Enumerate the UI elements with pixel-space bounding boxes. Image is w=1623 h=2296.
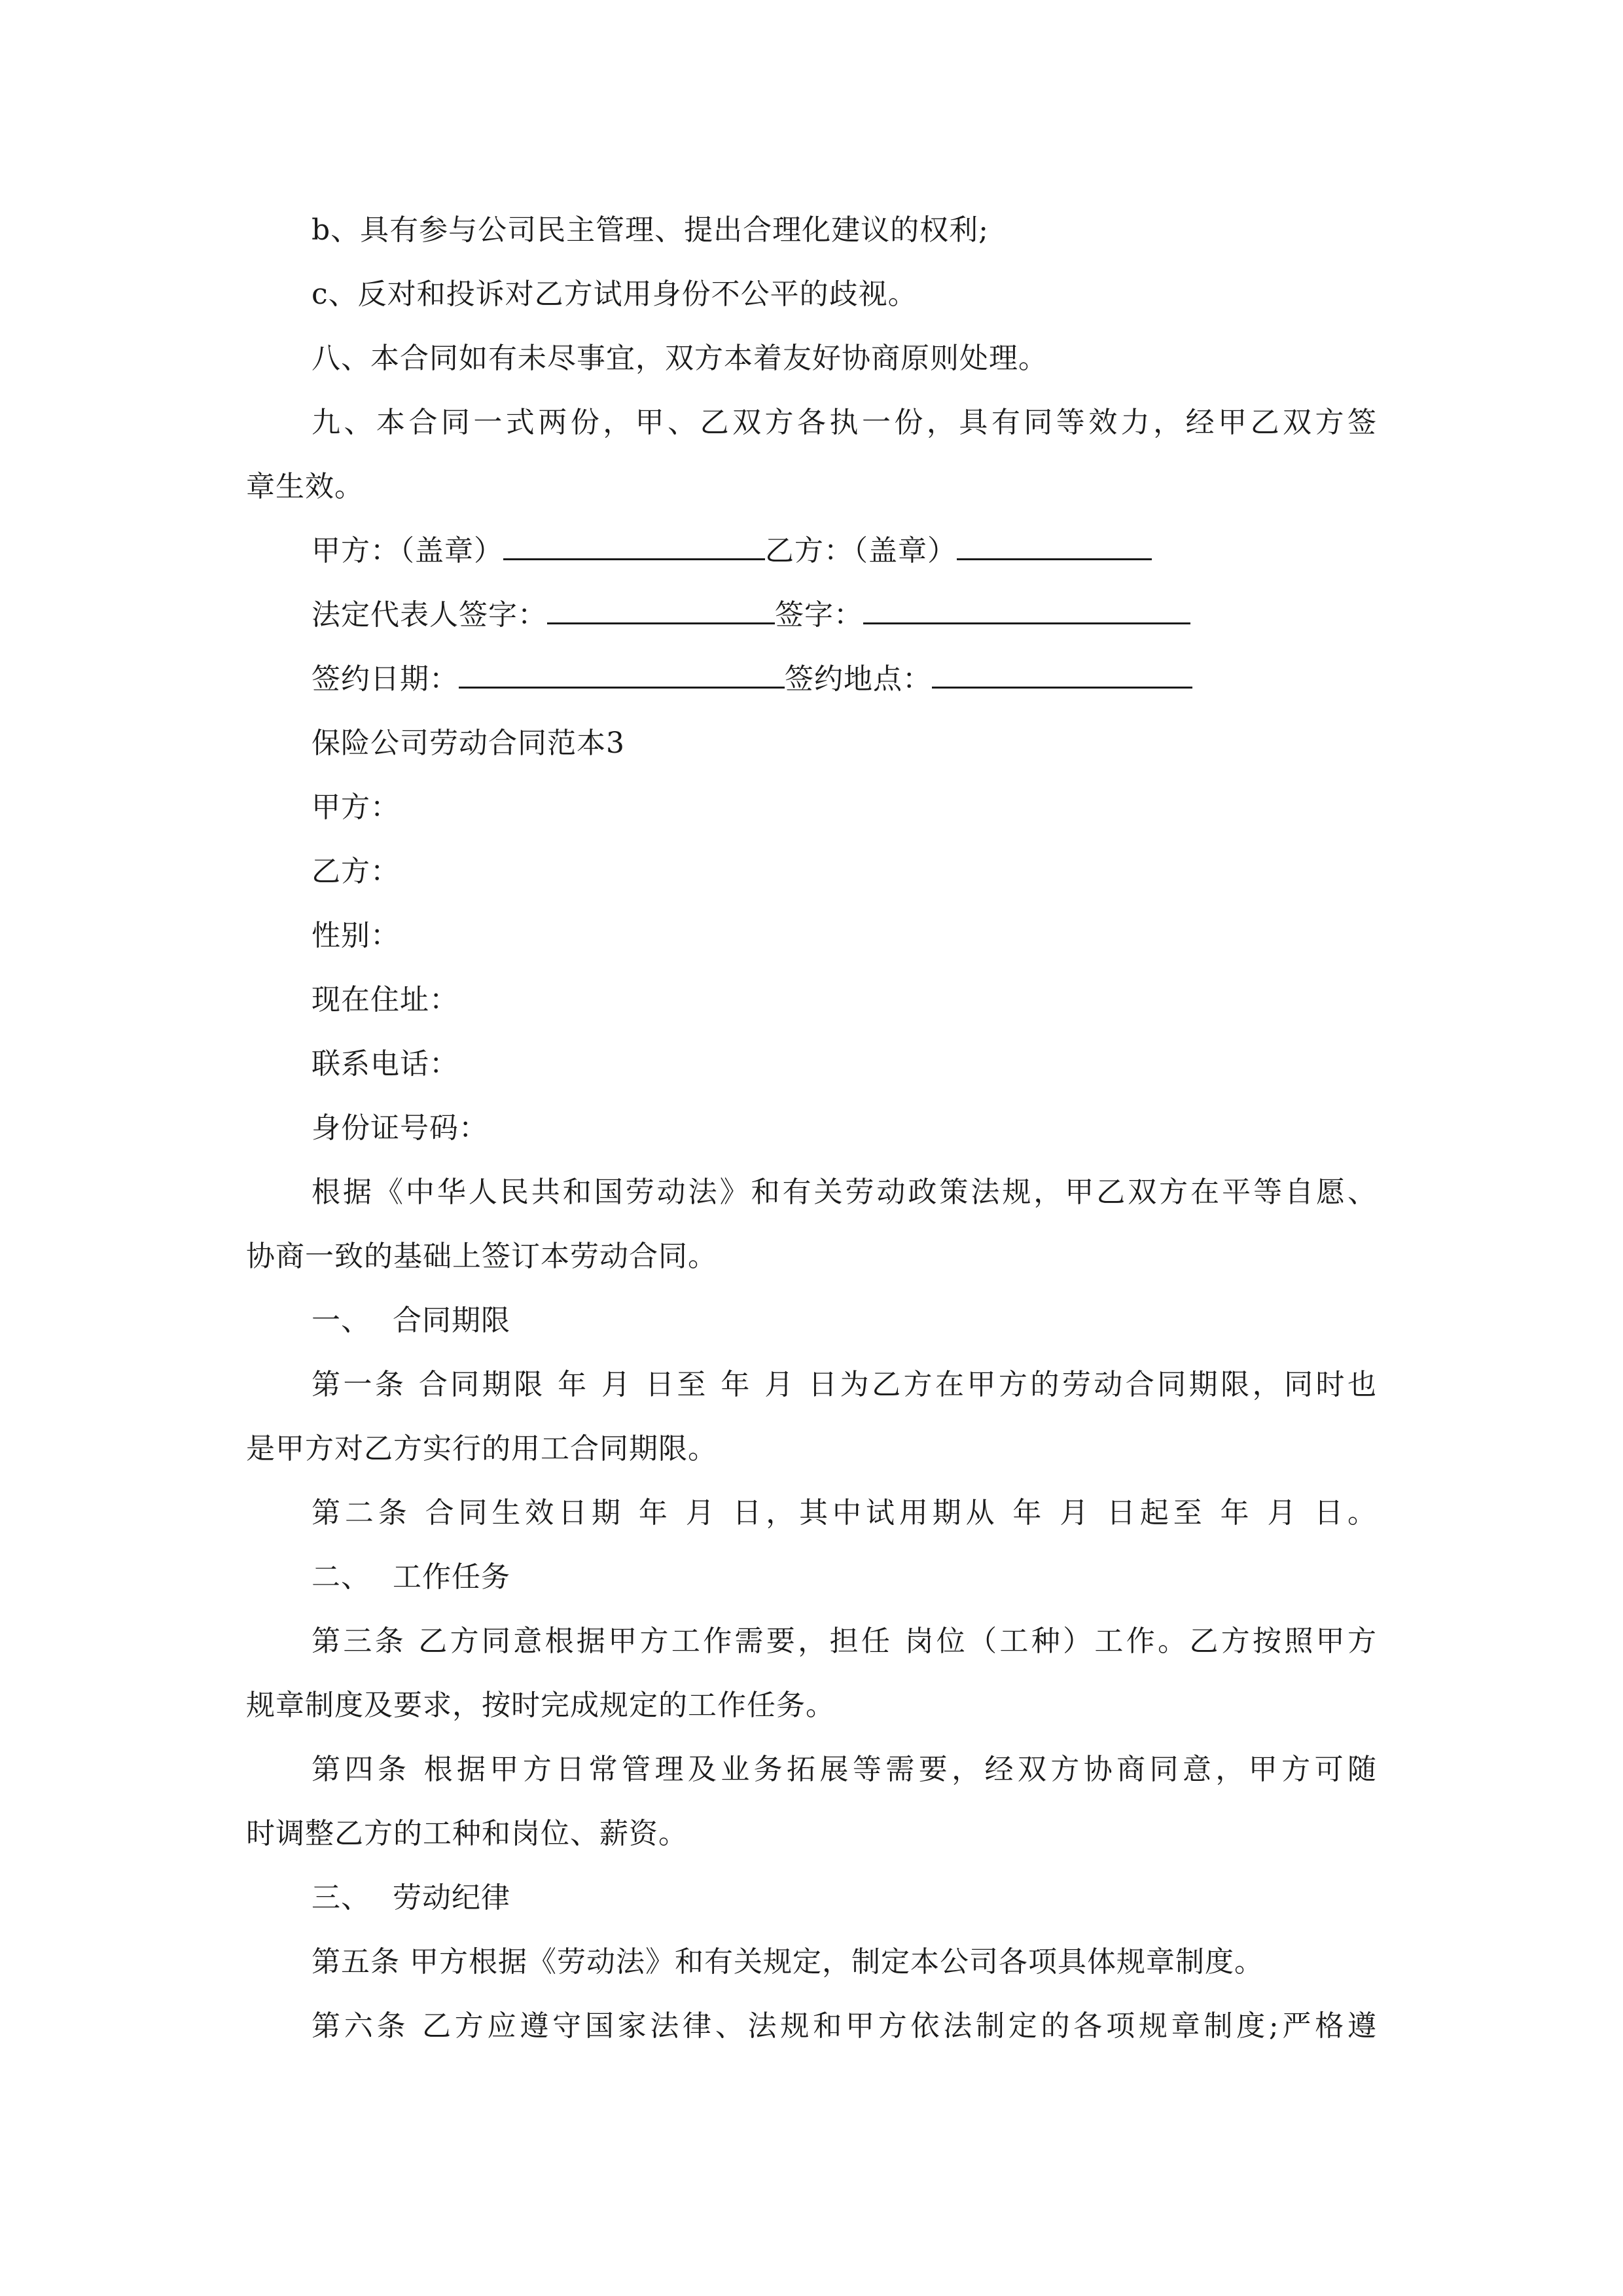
- party-a-seal-label: 甲方：（盖章）: [312, 534, 503, 567]
- preamble-line2: 协商一致的基础上签订本劳动合同。: [246, 1240, 717, 1273]
- sign-label: 签字：: [775, 598, 863, 632]
- article-4-line2: 时调整乙方的工种和岗位、薪资。: [246, 1817, 688, 1850]
- id-number-field: 身份证号码：: [312, 1111, 488, 1145]
- address-field: 现在住址：: [312, 983, 459, 1016]
- date-label: 签约日期：: [312, 662, 459, 696]
- place-blank: [932, 660, 1192, 689]
- section-heading-1: [312, 1301, 510, 1340]
- party-a-field: 甲方：: [312, 791, 400, 824]
- signature-row-legal-rep: [312, 596, 1190, 635]
- article-3-line1: 第三条 乙方同意根据甲方工作需要，担任 岗位（工种）工作。乙方按照甲方: [312, 1624, 1377, 1658]
- contract3-title: 保险公司劳动合同范本3: [312, 726, 625, 760]
- section-number: 一、: [312, 1304, 370, 1337]
- section-heading-2: [312, 1558, 510, 1597]
- clause-c: c、反对和投诉对乙方试用身份不公平的歧视。: [312, 278, 918, 311]
- section-title: 合同期限: [393, 1304, 510, 1337]
- clause-eight: 八、本合同如有未尽事宜，双方本着友好协商原则处理。: [312, 342, 1048, 375]
- article-1-line1: 第一条 合同期限 年 月 日至 年 月 日为乙方在甲方的劳动合同期限，同时也: [312, 1368, 1377, 1401]
- date-blank: [459, 660, 785, 689]
- place-label: 签约地点：: [785, 662, 932, 696]
- section-number: 二、: [312, 1560, 370, 1594]
- party-b-seal-label: 乙方：（盖章）: [765, 534, 957, 567]
- signature-row-date-place: [312, 660, 1192, 699]
- phone-field: 联系电话：: [312, 1047, 459, 1081]
- sign-blank: [863, 596, 1190, 624]
- preamble-line1: 根据《中华人民共和国劳动法》和有关劳动政策法规，甲乙双方在平等自愿、: [312, 1175, 1377, 1209]
- legal-rep-blank: [547, 596, 775, 624]
- article-4-line1: 第四条 根据甲方日常管理及业务拓展等需要，经双方协商同意，甲方可随: [312, 1753, 1377, 1786]
- signature-row-parties: [312, 531, 1152, 571]
- article-1-line2: 是甲方对乙方实行的用工合同期限。: [246, 1432, 717, 1465]
- section-title: 工作任务: [393, 1560, 510, 1594]
- gender-field: 性别：: [312, 919, 400, 952]
- section-number: 三、: [312, 1881, 370, 1914]
- party-b-seal-blank: [957, 532, 1152, 560]
- party-b-field: 乙方：: [312, 855, 400, 888]
- party-a-seal-blank: [503, 532, 765, 560]
- section-heading-3: [312, 1878, 510, 1918]
- section-title: 劳动纪律: [393, 1881, 510, 1914]
- legal-rep-label: 法定代表人签字：: [312, 598, 547, 632]
- article-2: 第二条 合同生效日期 年 月 日，其中试用期从 年 月 日起至 年 月 日。: [312, 1496, 1377, 1530]
- article-3-line2: 规章制度及要求，按时完成规定的工作任务。: [246, 1689, 835, 1722]
- article-6-line1: 第六条 乙方应遵守国家法律、法规和甲方依法制定的各项规章制度;严格遵: [312, 2009, 1377, 2043]
- clause-nine-line2: 章生效。: [246, 470, 364, 503]
- clause-nine-line1: 九、本合同一式两份，甲、乙双方各执一份，具有同等效力，经甲乙双方签: [312, 406, 1377, 439]
- clause-b: b、具有参与公司民主管理、提出合理化建议的权利;: [312, 213, 989, 247]
- article-5: 第五条 甲方根据《劳动法》和有关规定，制定本公司各项具体规章制度。: [312, 1945, 1264, 1979]
